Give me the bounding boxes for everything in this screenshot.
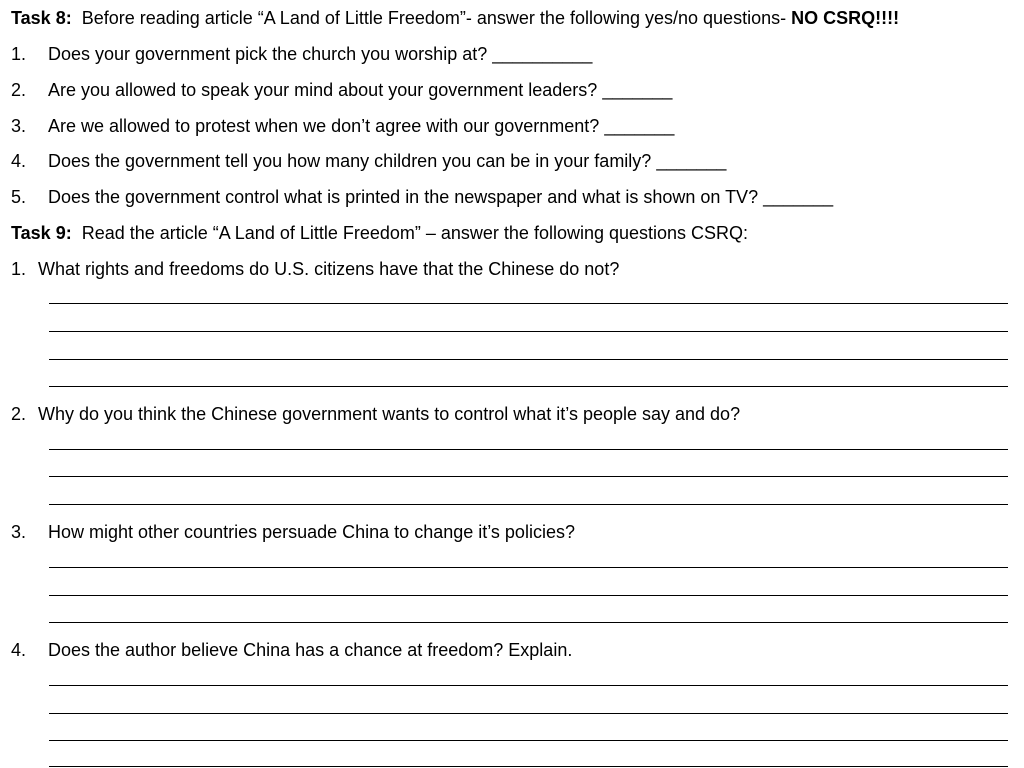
answer-line[interactable] [49,303,1008,304]
question-number: 2. [11,404,27,424]
question-text: Does the government tell you how many children you can be in your family? _______ [48,151,727,171]
question-text: Does your government pick the church you worship at? __________ [48,44,593,64]
question-number: 1. [11,44,27,64]
question-text: Why do you think the Chinese government wants to control what it’s people say and do? [38,404,741,424]
task9-heading [11,222,748,244]
answer-line[interactable] [49,331,1008,332]
csrq-question-3 [11,521,575,543]
question-number: 2. [11,80,27,100]
answer-line[interactable] [49,476,1008,477]
task8-label: Task 8: [11,8,72,28]
task9-label: Task 9: [11,223,72,243]
task8-emphasis: NO CSRQ!!!! [791,8,900,28]
answer-line[interactable] [49,504,1008,505]
yes-no-question-5 [11,186,833,208]
answer-line[interactable] [49,713,1008,714]
answer-line[interactable] [49,740,1008,741]
csrq-question-2 [11,403,740,425]
question-text: Does the government control what is printed in the newspaper and what is shown on TV? _______ [48,187,834,207]
csrq-question-1 [11,258,619,280]
task9-instructions: Read the article “A Land of Little Freedom” – answer the following questions CSRQ: [71,223,749,243]
question-text: Are we allowed to protest when we don’t agree with our government? _______ [48,116,675,136]
answer-line[interactable] [49,386,1008,387]
task8-heading [11,7,899,29]
question-text: Are you allowed to speak your mind about your government leaders? _______ [48,80,673,100]
answer-line[interactable] [49,685,1008,686]
question-number: 3. [11,522,27,542]
answer-line[interactable] [49,595,1008,596]
yes-no-question-1 [11,43,592,65]
question-number: 3. [11,116,27,136]
question-number: 1. [11,259,27,279]
answer-line[interactable] [49,567,1008,568]
question-text: Does the author believe China has a chance at freedom? Explain. [48,640,573,660]
yes-no-question-2 [11,79,672,101]
question-number: 4. [11,151,27,171]
csrq-question-4 [11,639,572,661]
question-text: How might other countries persuade China to change it’s policies? [48,522,575,542]
question-text: What rights and freedoms do U.S. citizens have that the Chinese do not? [38,259,620,279]
question-number: 4. [11,640,27,660]
answer-line[interactable] [49,766,1008,767]
answer-line[interactable] [49,359,1008,360]
question-number: 5. [11,187,27,207]
yes-no-question-4 [11,150,726,172]
yes-no-question-3 [11,115,674,137]
answer-line[interactable] [49,622,1008,623]
answer-line[interactable] [49,449,1008,450]
task8-instructions: Before reading article “A Land of Little Freedom”- answer the following yes/no questions- [71,8,792,28]
